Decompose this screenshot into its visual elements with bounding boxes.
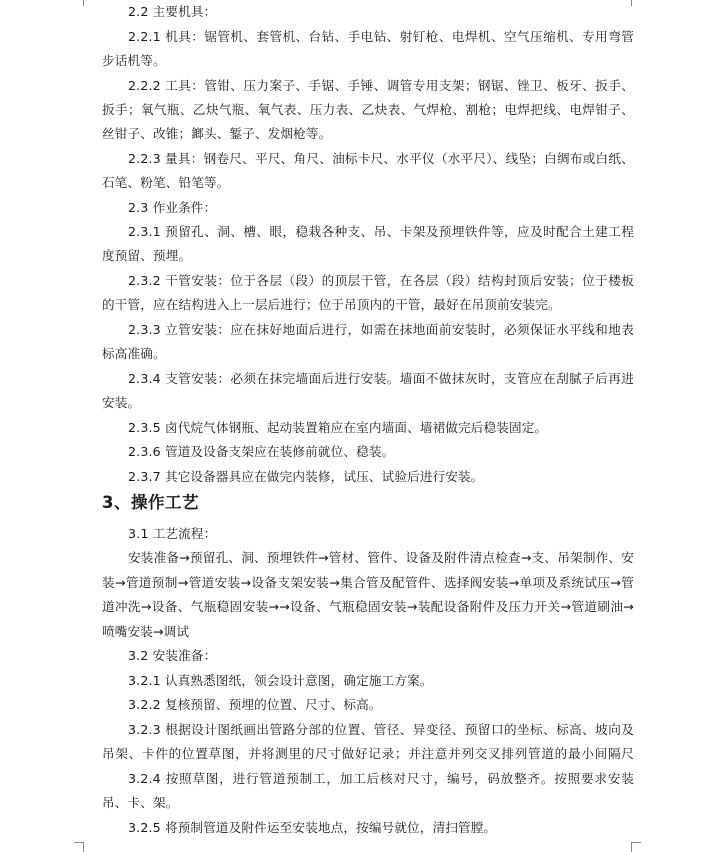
crop-mark-bottom-left [83,842,84,852]
text-line: 吊架、卡件的位置草图，并将测里的尺寸做好记录；并注意并列交叉排列管道的最小间隔尺 [102,746,634,761]
text-line: 2.3.2 干管安装：位于各层（段）的顶层干管，在各层（段）结构封顶后安装；位于楼板 [128,273,634,288]
text-line: 2.2.2 工具：管钳、压力案子、手锯、手锤、调管专用支架；钢锯、锉卫、板牙、扳手、 [128,78,634,93]
text-line: 步话机等。 [102,53,166,68]
text-line: 石笔、粉笔、铅笔等。 [102,175,230,190]
crop-mark-bottom-right [631,842,632,852]
crop-mark-bottom-right-h [631,842,641,843]
text-line: 3.2.5 将预制管道及附件运至安装地点，按编号就位，清扫管膛。 [128,820,497,835]
text-line: 3.2.2 复核预留、预埋的位置、尺寸、标高。 [128,697,382,712]
text-line: 2.3.7 其它设备器具应在做完内装修，试压、试验后进行安装。 [128,469,484,484]
text-line: 2.3.4 支管安装：必须在抹完墙面后进行安装。墙面不做抹灰时，支管应在刮腻子后再进 [128,371,634,386]
text-line: 2.3.1 预留孔、洞、槽、眼，稳栽各种支、吊、卡架及预埋铁件等，应及时配合土建工程 [128,224,634,239]
section-heading: 3、操作工艺 [102,493,199,512]
text-line: 道冲洗→设备、气瓶稳固安装→→设备、气瓶稳固安装→装配设备附件及压力开关→管道刷油→ [102,599,634,614]
text-line: 2.3.6 管道及设备支架应在装修前就位、稳装。 [128,444,395,459]
text-line: 3.2.3 根据设计图纸画出管路分部的位置、管径、异变径、预留口的坐标、标高、坡向及 [128,722,634,737]
crop-mark-bottom-left-h [74,842,84,843]
text-line: 安装准备→预留孔、洞、预埋铁件→管材、管件、设备及附件清点检查→支、吊架制作、安 [128,550,634,565]
text-line: 2.2 主要机具： [128,4,217,19]
text-line: 2.3 作业条件： [128,200,217,215]
text-line: 2.3.3 立管安装：应在抹好地面后进行，如需在抹地面前安装时，必须保证水平线和地表 [128,322,634,337]
text-line: 装→管道预制→管道安装→设备支架安装→集合管及配管件、选择阀安装→单项及系统试压→管 [102,575,634,590]
text-line: 3.1 工艺流程： [128,526,217,541]
text-line: 丝钳子、改锥；鎯头、錾子、发烟枪等。 [102,126,332,141]
text-line: 2.3.5 卤代烷气体钢瓶、起动装置箱应在室内墙面、墙裙做完后稳装固定。 [128,420,548,435]
text-line: 度预留、预埋。 [102,248,192,263]
text-line: 2.2.1 机具：锯管机、套管机、台钻、手电钻、射钉枪、电焊机、空气压缩机、专用弯管 [128,29,634,44]
text-line: 3.2 安装准备： [128,648,217,663]
text-line: 3.2.4 按照草图，进行管道预制工，加工后核对尺寸，编号，码放整齐。按照要求安装 [128,771,634,786]
crop-mark-top-right [631,0,632,6]
text-line: 标高准确。 [102,346,166,361]
crop-mark-top-left [83,0,84,6]
text-line: 吊、卡、架。 [102,795,179,810]
text-line: 3.2.1 认真熟悉图纸，领会设计意图，确定施工方案。 [128,673,433,688]
text-line: 的干管，应在结构进入上一层后进行；位于吊顶内的干管，最好在吊顶前安装完。 [102,297,561,312]
text-line: 扳手；氧气瓶、乙炔气瓶、氧气表、压力表、乙炔表、气焊枪、割枪；电焊把线、电焊钳子、 [102,102,634,117]
text-line: 2.2.3 量具：钢卷尺、平尺、角尺、油标卡尺、水平仪（水平尺）、线坠；白绸布或白纸、 [128,151,634,166]
text-line: 安装。 [102,395,141,410]
text-line: 喷嘴安装→调试 [102,624,190,639]
